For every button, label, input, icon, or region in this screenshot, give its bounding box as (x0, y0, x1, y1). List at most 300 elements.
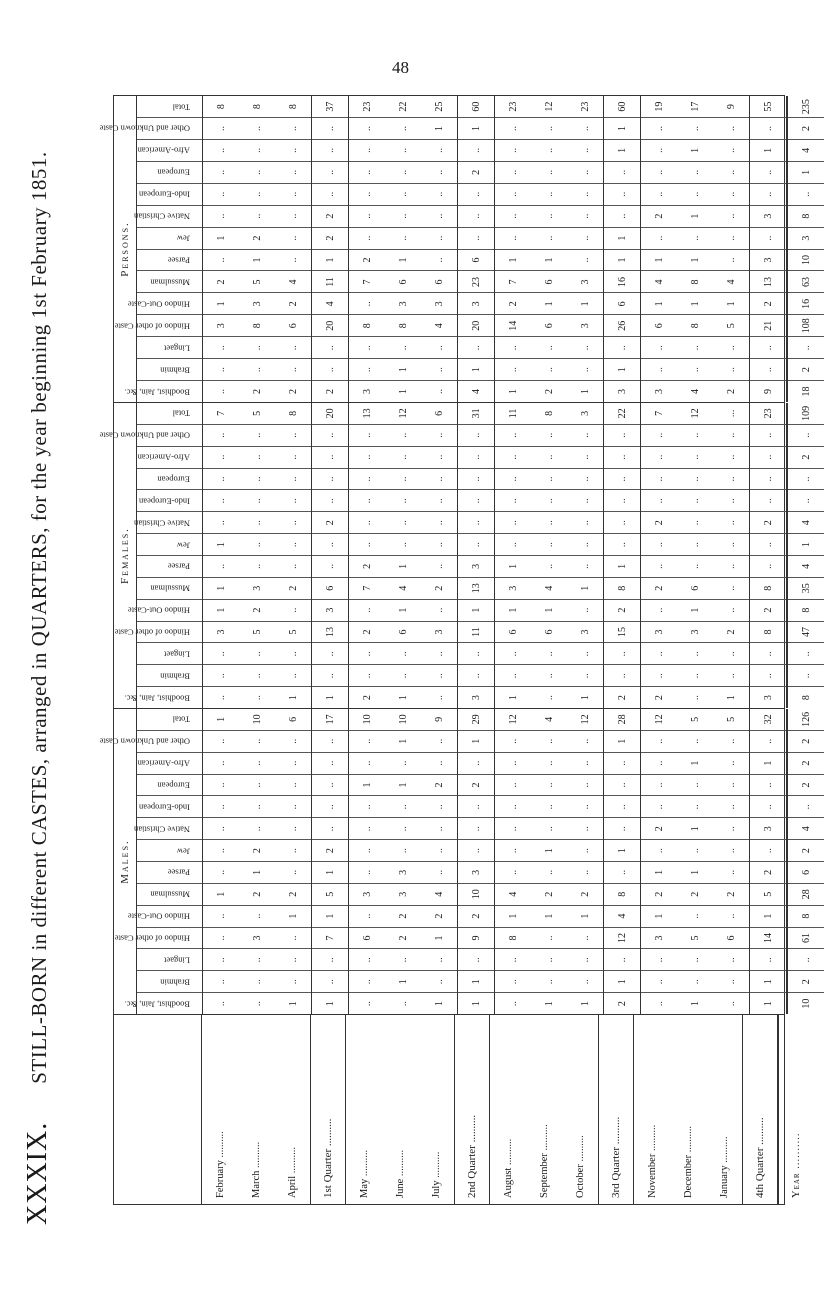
table-cell: .. (349, 139, 385, 161)
table-cell: 10 (397, 714, 409, 725)
table-cell: .. (531, 183, 567, 205)
table-cell: 6 (604, 292, 640, 314)
column-header (137, 358, 202, 380)
column-header-text: Brahmin (160, 365, 190, 376)
statistics-table (99, 95, 812, 1205)
table-cell: 35 (788, 577, 824, 599)
table-cell: .. (275, 489, 311, 511)
table-cell: .. (421, 686, 457, 708)
table-title (22, 85, 56, 1225)
table-cell: .. (421, 161, 457, 183)
table-cell: .. (641, 664, 677, 686)
table-cell: 32 (762, 714, 774, 725)
table-cell: .. (239, 992, 275, 1014)
table-cell: 8 (251, 104, 263, 110)
table-cell: 2 (604, 686, 640, 708)
table-cell: 22 (616, 408, 628, 419)
table-cell: .. (239, 489, 275, 511)
table-cell: .. (495, 533, 531, 555)
table-cell: 1 (604, 139, 640, 161)
table-cell: .. (349, 752, 385, 774)
table-cell: .. (275, 161, 311, 183)
table-cell: 3 (750, 686, 786, 708)
table-cell: 3 (641, 621, 677, 643)
table-cell: .. (567, 336, 603, 358)
table-cell: 7 (349, 577, 385, 599)
row-label: Year .......... (778, 1015, 814, 1204)
table-cell: .. (349, 948, 385, 970)
table-caption: STILL-BORN in different CASTES, arranged in QUARTERS, for the year beginning 1st February 1851. (27, 151, 51, 1084)
table-cell: .. (458, 139, 494, 161)
table-cell: 20 (312, 314, 348, 336)
table-cell: .. (275, 795, 311, 817)
table-row (457, 96, 495, 402)
table-cell: 3 (385, 883, 421, 905)
table-cell: 3 (641, 380, 677, 402)
table-row (239, 403, 275, 708)
table-row (385, 96, 421, 402)
table-cell: 10 (788, 992, 824, 1014)
table-cell: 4 (531, 577, 567, 599)
table-cell: .. (275, 839, 311, 861)
column-header (137, 883, 202, 905)
table-row (749, 96, 787, 402)
column-header-text: Hindoo Out-Caste (127, 299, 190, 310)
table-cell: 3 (495, 577, 531, 599)
table-cell: 1 (531, 839, 567, 861)
table-cell: .. (567, 249, 603, 271)
table-cell: 1 (677, 292, 713, 314)
table-cell: .. (531, 139, 567, 161)
table-cell: 10 (458, 883, 494, 905)
column-header (137, 468, 202, 490)
table-cell: .. (750, 227, 786, 249)
table-cell: 2 (275, 380, 311, 402)
table-row (457, 403, 495, 708)
table-cell: .. (641, 839, 677, 861)
table-cell: .. (641, 227, 677, 249)
table-cell: .. (385, 533, 421, 555)
table-cell: .. (531, 948, 567, 970)
table-cell: 11 (507, 408, 519, 419)
table-cell: .. (239, 139, 275, 161)
table-cell: 1 (677, 205, 713, 227)
column-header-text: Brahmin (160, 671, 190, 682)
table-cell: .. (495, 446, 531, 468)
table-row (495, 403, 531, 708)
table-cell: 2 (495, 292, 531, 314)
table-cell: 1 (458, 599, 494, 621)
table-cell: .. (421, 358, 457, 380)
table-cell: .. (421, 664, 457, 686)
table-cell: 1 (312, 992, 348, 1014)
table-cell: 3 (239, 292, 275, 314)
table-cell: .. (312, 161, 348, 183)
column-header (99, 117, 202, 139)
table-cell: .. (713, 642, 749, 664)
table-cell: .. (495, 205, 531, 227)
table-cell: .. (604, 774, 640, 796)
column-header (114, 314, 202, 336)
column-header (134, 817, 202, 839)
table-cell: .. (421, 817, 457, 839)
column-header (137, 774, 202, 796)
table-cell: 2 (239, 883, 275, 905)
table-cell: .. (203, 686, 239, 708)
table-cell: 2 (641, 686, 677, 708)
table-cell: 2 (275, 292, 311, 314)
table-cell: .. (604, 795, 640, 817)
table-cell: .. (750, 730, 786, 752)
table-cell: .. (713, 992, 749, 1014)
table-cell: .. (641, 948, 677, 970)
table-cell: 1 (421, 992, 457, 1014)
table-cell: .. (495, 948, 531, 970)
table-cell: 1 (604, 730, 640, 752)
table-cell: .. (531, 424, 567, 446)
table-cell: 2 (788, 774, 824, 796)
table-cell: .. (713, 752, 749, 774)
table-cell: 12 (689, 408, 701, 419)
table-cell: 1 (421, 117, 457, 139)
table-cell: 1 (275, 992, 311, 1014)
table-cell: 1 (385, 358, 421, 380)
table-cell: .. (495, 664, 531, 686)
table-cell: 1 (495, 599, 531, 621)
table-cell: .. (713, 555, 749, 577)
table-row (495, 709, 531, 1014)
table-cell: .. (750, 117, 786, 139)
table-cell: 1 (203, 577, 239, 599)
column-header-text: Hindoo Out-Caste (127, 605, 190, 616)
table-row (603, 709, 641, 1014)
table-cell: .. (421, 533, 457, 555)
table-cell: 1 (567, 292, 603, 314)
table-cell: .. (385, 752, 421, 774)
table-cell: 1 (788, 161, 824, 183)
table-cell: .. (421, 839, 457, 861)
table-cell: 108 (788, 314, 824, 336)
table-cell: 9 (433, 716, 445, 722)
table-cell: 1 (203, 533, 239, 555)
table-cell: .. (203, 183, 239, 205)
table-cell: .. (275, 970, 311, 992)
table-row (275, 709, 311, 1014)
column-header (134, 205, 202, 227)
table-cell: .. (531, 489, 567, 511)
column-header-text: Total (172, 102, 190, 113)
table-cell: 1 (677, 992, 713, 1014)
table-cell: .. (203, 774, 239, 796)
column-header-text: Lingaet (164, 649, 190, 660)
column-header (137, 227, 202, 249)
column-header (137, 839, 202, 861)
table-cell: 2 (713, 380, 749, 402)
table-cell: .. (275, 117, 311, 139)
table-cell: 10 (788, 249, 824, 271)
table-cell: 6 (788, 861, 824, 883)
table-cell: .. (349, 533, 385, 555)
table-cell: 3 (458, 292, 494, 314)
table-cell: .. (713, 183, 749, 205)
table-cell: 2 (239, 599, 275, 621)
table-row (567, 709, 603, 1014)
table-cell: .. (458, 227, 494, 249)
table-cell: 12 (543, 101, 555, 112)
table-row (457, 709, 495, 1014)
table-row (275, 403, 311, 708)
table-cell: .. (421, 468, 457, 490)
table-cell: .. (203, 948, 239, 970)
table-cell: .. (531, 752, 567, 774)
table-cell: .. (641, 161, 677, 183)
table-cell: 1 (312, 861, 348, 883)
table-cell: 2 (567, 883, 603, 905)
table-cell: 1 (531, 992, 567, 1014)
table-cell: 3 (421, 292, 457, 314)
table-cell: .. (677, 358, 713, 380)
table-cell: 2 (677, 883, 713, 905)
table-cell: .. (312, 533, 348, 555)
table-cell: .. (531, 642, 567, 664)
table-cell: 8 (287, 104, 299, 110)
table-cell: .. (312, 817, 348, 839)
table-cell: .. (421, 555, 457, 577)
table-cell: 1 (203, 292, 239, 314)
table-cell: 3 (788, 227, 824, 249)
table-cell: .. (312, 139, 348, 161)
row-label: September .......... (538, 1124, 550, 1198)
block-persons (99, 96, 812, 402)
table-cell: .. (312, 358, 348, 380)
table-cell: 13 (312, 621, 348, 643)
table-cell: .. (495, 358, 531, 380)
table-cell: 109 (800, 405, 812, 421)
table-cell: 10 (251, 714, 263, 725)
table-cell: .. (385, 183, 421, 205)
table-cell: .. (421, 970, 457, 992)
table-cell: 2 (385, 905, 421, 927)
table-cell: 1 (750, 139, 786, 161)
table-cell: 2 (641, 817, 677, 839)
column-header-text: Native Christian (134, 824, 190, 835)
table-cell: .. (385, 948, 421, 970)
table-cell: .. (604, 752, 640, 774)
table-cell: 1 (385, 730, 421, 752)
table-cell: 235 (800, 99, 812, 115)
table-row (349, 709, 385, 1014)
table-cell: 4 (788, 555, 824, 577)
table-row (385, 709, 421, 1014)
table-row (531, 403, 567, 708)
table-cell: .. (567, 642, 603, 664)
table-cell: .. (788, 424, 824, 446)
table-cell: 1 (458, 730, 494, 752)
table-cell: .. (312, 468, 348, 490)
table-row (495, 96, 531, 402)
column-header (137, 795, 202, 817)
table-row (349, 96, 385, 402)
table-cell: 1 (531, 599, 567, 621)
table-cell: 37 (324, 101, 336, 112)
table-cell: .. (713, 117, 749, 139)
table-cell: 1 (312, 249, 348, 271)
table-cell: 4 (421, 883, 457, 905)
table-cell: .. (458, 795, 494, 817)
table-cell: .. (567, 533, 603, 555)
table-cell: .. (713, 839, 749, 861)
table-cell: .. (750, 183, 786, 205)
table-cell: 60 (470, 101, 482, 112)
column-header (137, 270, 202, 292)
table-cell: 8 (788, 686, 824, 708)
table-cell: .. (239, 664, 275, 686)
table-cell: .. (312, 424, 348, 446)
table-cell: .. (458, 511, 494, 533)
column-header (124, 380, 202, 402)
table-row (749, 709, 787, 1014)
table-cell: .. (567, 358, 603, 380)
table-cell: .. (713, 336, 749, 358)
table-cell: .. (677, 511, 713, 533)
table-cell: .. (677, 336, 713, 358)
table-cell: 3 (203, 314, 239, 336)
table-cell: .. (385, 795, 421, 817)
column-header-text: European (157, 474, 190, 485)
table-cell: .. (312, 183, 348, 205)
table-cell: 5 (239, 270, 275, 292)
row-label: February .......... (214, 1131, 226, 1198)
table-cell: 2 (275, 883, 311, 905)
table-cell: .. (788, 468, 824, 490)
table-cell: .. (531, 533, 567, 555)
table-cell: 6 (349, 927, 385, 949)
table-cell: .. (788, 336, 824, 358)
table-row (787, 96, 824, 402)
table-cell: .. (275, 948, 311, 970)
table-cell: .. (203, 511, 239, 533)
column-header-text: Total (172, 408, 190, 419)
table-cell: .. (750, 161, 786, 183)
table-cell: 3 (458, 861, 494, 883)
table-cell: 7 (495, 270, 531, 292)
table-cell: .. (531, 686, 567, 708)
table-cell: .. (203, 117, 239, 139)
table-cell: 7 (653, 410, 665, 416)
table-cell: 1 (604, 358, 640, 380)
table-cell: 5 (251, 410, 263, 416)
column-header-text: Boodhist, Jain, &c. (124, 999, 190, 1010)
table-cell: 2 (788, 117, 824, 139)
table-cell: .. (385, 489, 421, 511)
table-cell: .. (713, 970, 749, 992)
table-cell: .. (239, 774, 275, 796)
table-cell: 1 (458, 992, 494, 1014)
table-row (677, 403, 713, 708)
table-cell: 1 (531, 249, 567, 271)
column-header-text: Hindoo of other Caste (114, 933, 190, 944)
table-cell: 1 (604, 970, 640, 992)
table-cell: .. (604, 489, 640, 511)
table-cell: .. (421, 752, 457, 774)
table-cell: 1 (677, 599, 713, 621)
column-header-text: Hindoo Out-Caste (127, 911, 190, 922)
table-cell: .. (203, 380, 239, 402)
column-header-text: Mussulman (150, 277, 190, 288)
table-cell: 1 (604, 839, 640, 861)
table-cell: .. (275, 642, 311, 664)
table-cell: 3 (750, 817, 786, 839)
table-cell: .. (531, 927, 567, 949)
table-cell: .. (567, 599, 603, 621)
table-cell: .. (641, 555, 677, 577)
table-cell: 3 (567, 270, 603, 292)
table-cell: 47 (788, 621, 824, 643)
table-cell: .. (495, 992, 531, 1014)
row-labels-column (114, 1014, 802, 1204)
table-cell: .. (713, 817, 749, 839)
table-cell: .. (677, 905, 713, 927)
table-cell: .. (495, 468, 531, 490)
table-cell: .. (604, 446, 640, 468)
table-cell: .. (641, 642, 677, 664)
table-cell: .. (421, 336, 457, 358)
table-cell: .. (275, 249, 311, 271)
table-cell: .. (239, 795, 275, 817)
table-cell: .. (275, 664, 311, 686)
table-cell: .. (788, 642, 824, 664)
table-cell: .. (349, 292, 385, 314)
table-cell: .. (385, 839, 421, 861)
table-cell: .. (677, 227, 713, 249)
table-cell: 12 (507, 714, 519, 725)
table-cell: .. (713, 489, 749, 511)
table-cell: 17 (689, 101, 701, 112)
table-cell: 1 (385, 380, 421, 402)
table-cell: .. (275, 227, 311, 249)
table-cell: .. (495, 424, 531, 446)
row-label: January .......... (718, 1136, 730, 1198)
table-cell: 6 (641, 314, 677, 336)
table-cell: 23 (579, 101, 591, 112)
table-cell: 1 (713, 686, 749, 708)
table-cell: 9 (725, 104, 737, 110)
table-cell: .. (713, 161, 749, 183)
table-cell: 3 (750, 205, 786, 227)
table-cell: .. (349, 358, 385, 380)
table-cell: .. (239, 468, 275, 490)
column-header (127, 905, 202, 927)
table-row (531, 709, 567, 1014)
table-cell: .. (239, 446, 275, 468)
table-cell: .. (312, 948, 348, 970)
table-cell: .. (203, 205, 239, 227)
table-cell: 5 (750, 883, 786, 905)
table-cell: .. (458, 752, 494, 774)
table-cell: 29 (470, 714, 482, 725)
table-cell: .. (641, 424, 677, 446)
table-cell: 2 (641, 511, 677, 533)
table-cell: .. (349, 227, 385, 249)
table-cell: .. (567, 927, 603, 949)
table-cell: 1 (531, 292, 567, 314)
table-cell: 1 (385, 249, 421, 271)
table-cell: .. (275, 468, 311, 490)
table-cell: 21 (750, 314, 786, 336)
table-cell: 1 (567, 992, 603, 1014)
table-row (239, 709, 275, 1014)
table-cell: 14 (750, 927, 786, 949)
